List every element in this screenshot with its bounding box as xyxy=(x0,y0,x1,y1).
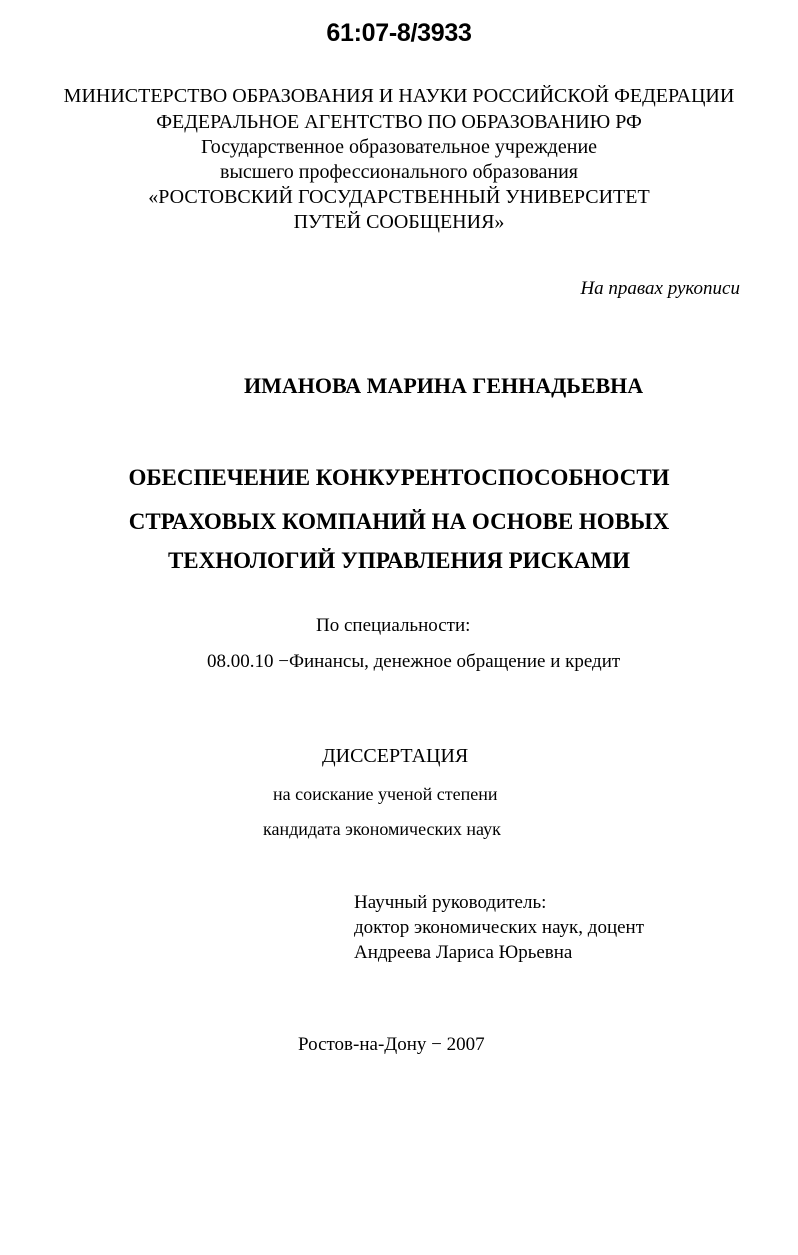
institution-education-line: высшего профессионального образования xyxy=(220,161,578,183)
supervisor-label: Научный руководитель: xyxy=(354,892,547,913)
thesis-title-line-3: ТЕХНОЛОГИЙ УПРАВЛЕНИЯ РИСКАМИ xyxy=(167,548,631,573)
author-name: ИМАНОВА МАРИНА ГЕННАДЬЕВНА xyxy=(244,373,644,398)
specialty-value: 08.00.10 −Финансы, денежное обращение и кредит xyxy=(207,651,621,672)
degree-line-2: кандидата экономических наук xyxy=(263,819,501,839)
supervisor-name: Андреева Лариса Юрьевна xyxy=(354,942,573,963)
specialty-label: По специальности: xyxy=(316,615,471,636)
supervisor-degree: доктор экономических наук, доцент xyxy=(354,917,645,938)
place-year: Ростов-на-Дону − 2007 xyxy=(298,1034,485,1055)
thesis-title-line-1: ОБЕСПЕЧЕНИЕ КОНКУРЕНТОСПОСОБНОСТИ xyxy=(128,465,670,490)
thesis-title-line-2: СТРАХОВЫХ КОМПАНИЙ НА ОСНОВЕ НОВЫХ xyxy=(128,509,670,534)
institution-type-line: Государственное образовательное учреждение xyxy=(200,136,598,158)
manuscript-note: На правах рукописи xyxy=(580,278,740,299)
ministry-line: МИНИСТЕРСТВО ОБРАЗОВАНИЯ И НАУКИ РОССИЙСКОЙ ФЕДЕРАЦИИ xyxy=(63,85,735,107)
work-type: ДИССЕРТАЦИЯ xyxy=(322,745,469,767)
university-name-line-1: «РОСТОВСКИЙ ГОСУДАРСТВЕННЫЙ УНИВЕРСИТЕТ xyxy=(148,186,650,208)
agency-line: ФЕДЕРАЛЬНОЕ АГЕНТСТВО ПО ОБРАЗОВАНИЮ РФ xyxy=(156,111,642,133)
university-name-line-2: ПУТЕЙ СООБЩЕНИЯ» xyxy=(293,211,505,233)
degree-line-1: на соискание ученой степени xyxy=(273,784,498,804)
catalog-number: 61:07-8/3933 xyxy=(326,19,472,47)
